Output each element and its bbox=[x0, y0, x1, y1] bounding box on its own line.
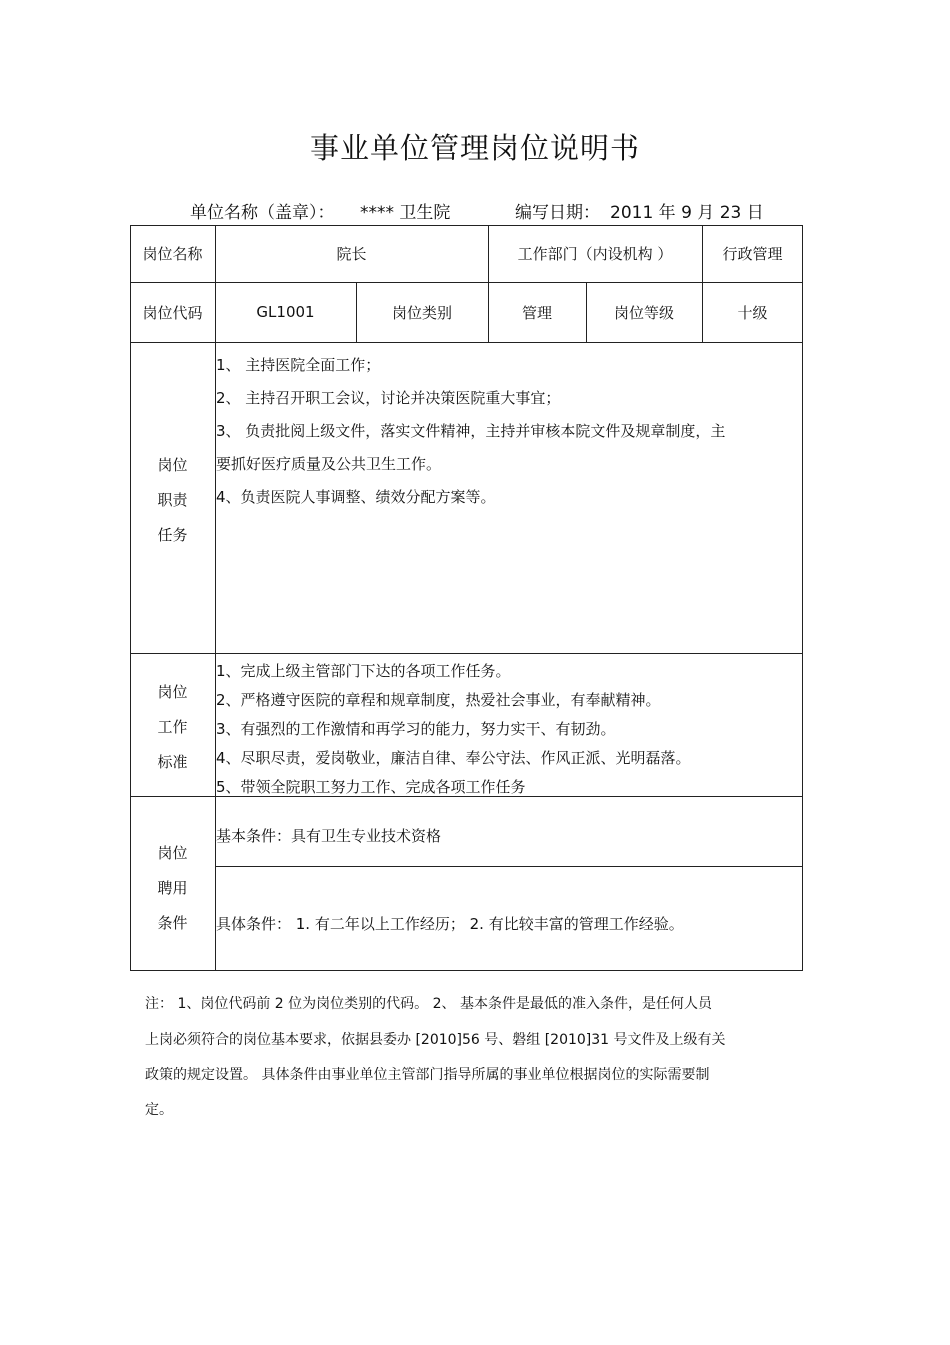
table-rule bbox=[215, 866, 803, 867]
duties-label-line: 任务 bbox=[157, 526, 188, 544]
note-line: 注： 1、岗位代码前 2 位为岗位类别的代码。 2、 基本条件是最低的准入条件，是任何人员 bbox=[145, 996, 712, 1012]
post-level-label: 岗位等级 bbox=[613, 303, 674, 322]
table-rule bbox=[130, 653, 803, 654]
duty-item: 3、 负责批阅上级文件，落实文件精神，主持并审核本院文件及规章制度，主 bbox=[216, 422, 726, 440]
conditions-label bbox=[130, 836, 215, 941]
standards-label bbox=[130, 675, 215, 780]
standard-item: 4、尽职尽责，爱岗敬业，廉洁自律、奉公守法、作风正派、光明磊落。 bbox=[216, 749, 691, 767]
date-label: 编写日期： bbox=[515, 203, 600, 223]
post-category-value: 管理 bbox=[521, 303, 552, 322]
document-title: 事业单位管理岗位说明书 bbox=[309, 131, 640, 165]
unit-name-value: **** 卫生院 bbox=[360, 203, 451, 223]
post-level-value: 十级 bbox=[737, 303, 768, 322]
table-rule bbox=[130, 342, 803, 343]
note-line: 上岗必须符合的岗位基本要求，依据县委办 [2010]56 号、磐组 [2010]31 号文件及上级有关 bbox=[145, 1032, 726, 1048]
post-code-value: GL1001 bbox=[256, 303, 315, 321]
post-name-value: 院长 bbox=[336, 245, 367, 263]
department-label: 工作部门（内设机构 ） bbox=[517, 245, 673, 263]
note-line: 定。 bbox=[145, 1102, 173, 1118]
standards-label-line: 岗位 bbox=[157, 683, 188, 701]
duties-label-line: 职责 bbox=[157, 491, 188, 509]
post-name-label: 岗位名称 bbox=[142, 245, 203, 263]
duties-label-line: 岗位 bbox=[157, 456, 188, 474]
conditions-label-line: 岗位 bbox=[157, 844, 188, 862]
duty-item: 要抓好医疗质量及公共卫生工作。 bbox=[216, 455, 442, 473]
duty-item: 2、 主持召开职工会议，讨论并决策医院重大事宜； bbox=[216, 389, 561, 407]
post-code-label: 岗位代码 bbox=[142, 303, 203, 322]
standards-label-line: 标准 bbox=[157, 753, 188, 771]
unit-name-label: 单位名称（盖章）： bbox=[190, 203, 335, 223]
basic-condition: 基本条件：具有卫生专业技术资格 bbox=[216, 827, 442, 845]
standard-item: 5、带领全院职工努力工作、完成各项工作任务 bbox=[216, 778, 526, 796]
conditions-label-line: 聘用 bbox=[157, 879, 188, 897]
duties-label bbox=[130, 448, 215, 553]
standard-item: 2、严格遵守医院的章程和规章制度，热爱社会事业，有奉献精神。 bbox=[216, 691, 661, 709]
standards-label-line: 工作 bbox=[157, 718, 188, 736]
duty-item: 1、 主持医院全面工作； bbox=[216, 356, 381, 374]
standard-item: 3、有强烈的工作激情和再学习的能力，努力实干、有韧劲。 bbox=[216, 720, 616, 738]
note-line: 政策的规定设置。 具体条件由事业单位主管部门指导所属的事业单位根据岗位的实际需要制 bbox=[145, 1067, 710, 1083]
conditions-label-line: 条件 bbox=[157, 914, 188, 932]
standard-item: 1、完成上级主管部门下达的各项工作任务。 bbox=[216, 662, 511, 680]
specific-condition: 具体条件： 1. 有二年以上工作经历； 2. 有比较丰富的管理工作经验。 bbox=[216, 915, 684, 933]
department-value: 行政管理 bbox=[722, 245, 783, 263]
duty-item: 4、负责医院人事调整、绩效分配方案等。 bbox=[216, 488, 496, 506]
date-value: 2011 年 9 月 23 日 bbox=[610, 203, 764, 223]
post-category-label: 岗位类别 bbox=[391, 303, 452, 322]
